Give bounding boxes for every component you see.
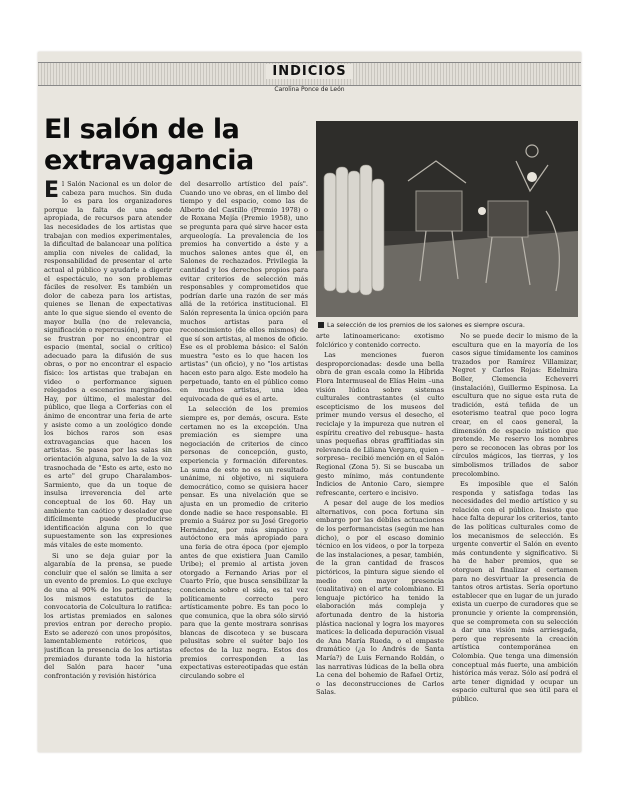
article-column-4	[452, 332, 578, 746]
article-photo	[316, 121, 578, 317]
paragraph: arte latinoamericano: exotismo folclórico y contenido correcto.	[316, 332, 444, 349]
photo-caption: La selección de los premios de los salones es siempre oscura.	[318, 321, 578, 329]
paragraph: del desarrollo artístico del país". Cuando uno ve obras, en el limbo del tiempo y del espacio, como las de Alberto del Castillo (Premio 1978) o de Roxana Mejía (Premio 1958), uno se pregunta para qué sirve hacer esta arqueología. La prevalencia de los premios ha convertido a éste y a muchos salones antes que él, en Salones de rechazados. Privilegia la cantidad y los derechos propios para evitar criterios de selección más responsables y comprometidos que podrían darle una razón de ser más allá de la retórica institucional. El Salón representa la única opción para muchos artistas para el reconocimiento (de ellos mismos) de que sí son artistas, al menos de oficio. Ese es el problema básico: el Salón muestra "esto es lo que hacen los artistas" (un oficio), y no "los artistas hacen esto para algo. Este modelo ha perpetuado, tanto en el público como en muchos artistas, una idea equivocada de qué es el arte.	[180, 180, 308, 403]
article-column-2	[180, 180, 308, 746]
paragraph: El Salón Nacional es un dolor de cabeza para muchos. Sin duda lo es para los organizadores porque la falta de una sede apropiada, de recursos para atender las necesidades de los artistas que trabajan con medios experimentales, la dificultad de balancear una política amplia con niveles de calidad, la responsabilidad de presentar el arte actual al público y ayudarle a digerir el espectáculo, no son problemas fáciles de resolver. Es también un dolor de cabeza para los artistas, quienes se llenan de expectativas ante lo que sigue siendo el evento de mayor bulla (no de relevancia, significación o repercusión), pero que se frustran por no encontrar el espacio (mental, social o crítico) adecuado para la difusión de sus obras, o por no encontrar el espacio físico: los artistas que trabajan en video o performance siguen relegados a escenarios marginados. Hay, por último, el malestar del público, que llega a Corferias con el ánimo de encontrar una feria de arte y asiste como a un zoológico donde los bichos raros son esas extravagancias que hacen los artistas. Se pasea por las salas sin orientación alguna, salvo la de la voz trasnochada de "Esto es arte, esto no es arte" del grupo Charalambos-Sarmiento, que da un toque de insulsa irreverencia del arte conceptual de los 60. Hay un ambiente tan caótico y desolador que difícilmente puede producirse identificación alguna con lo que supuestamente son las expresiones más vitales de este momento.	[44, 180, 172, 549]
article-column-1	[44, 180, 172, 746]
exhibition-photo-illustration	[316, 121, 578, 317]
newspaper-clipping	[38, 52, 581, 752]
paragraph: Si uno se deja guiar por la algarabía de la prensa, se puede concluir que el salón se limita a ser un evento de premios. Lo que excluye de una al 90% de los participantes; los mismos estatutos de la convocatoria de Colcultura lo ratifica: los artistas premiados en salones previos entran por derecho propio. Esto se aderezó con unos propósitos, lamentablemente retóricos, que justifican la presencia de los artistas premiados durante toda la historia del Salón para hacer "una confrontación y revisión histórica	[44, 551, 172, 680]
paragraph: A pesar del auge de los medios alternativos, con poca fortuna sin embargo por las débiles actuaciones de los performancistas (según me han dicho), o por el escaso dominio técnico en los videos, o por la torpeza de las instalaciones, a pesar, también, de la gran cantidad de frascos pictóricos, la pintura sigue siendo el medio con mayor presencia (cualitativa) en el arte colombiano. El lenguaje pictórico ha tenido la elaboración más compleja y afortunada dentro de la historia plástica nacional y logra los mayores matices: la delicada depuración visual de Ana María Rueda, o el empaste dramático (¿a lo Andrés de Santa María?) de Luis Fernando Roldán, o las narrativas lúdicas de la bella obra La cena del bohemio de Rafael Ortiz, o las deconstrucciones de Carlos Salas.	[316, 499, 444, 697]
byline: Carolina Ponce de León	[274, 86, 345, 93]
caption-square-icon	[318, 322, 324, 328]
paragraph: La selección de los premios siempre es, por demás, oscura. Este certamen no es la excepción. Una premiación es siempre una negociación de criterios de cinco personas de concepción, gusto, experiencia y formación diferentes. La suma de esto no es un resultado unánime, ni objetivo, ni siquiera democrático, como se quisiera hacer pensar. Es una nivelación que se ajusta en un promedio de criterio donde nadie se hace responsable. El premio a Suárez por su José Gregorio Hernández, por más simpático y autóctono era más apropiado para una feria de otra época (por ejemplo antes de que existiera Juan Camilo Uribe); el premio al artista joven otorgado a Fernando Arias por el Cuarto Frío, que busca sensibilizar la conciencia sobre el sida, es tal vez políticamente correcto pero artísticamente pobre. Es tan poco lo que comunica, que la obra sólo sirvió para que la gente mostrara sonrisas blancas de discoteca y se buscara pelusitas sobre el suéter bajo los efectos de la luz negra. Estos dos premios corresponden a las expectativas estereotipadas que están circulando sobre el	[180, 405, 308, 680]
paragraph: Las menciones fueron desproporcionadas: desde una bella obra de gran escala como la Híbrida Flora Intermuseal de Elías Heim –una visión lúdica sobre sistemas culturales contrastantes (el culto escepticismo de los museos del primer mundo versus el desecho, el reciclaje y la impureza que nutren el espíritu creativo del rebusque– hasta unas pequeñas obras graffitiadas sin relevancia de Liliana Vergara, quien –sorpresa– recibió mención en el Salón Regional (Zona 5). Si se buscaba un gesto mínimo, más contundente Indicios de Antonio Caro, siempre refrescante, certero e incisivo.	[316, 351, 444, 497]
headline: El salón de la extravagancia	[44, 114, 254, 176]
article-column-3	[316, 332, 444, 746]
paragraph: No se puede decir lo mismo de la escultura que en la mayoría de los casos sigue tímidamente los caminos trazados por Ramírez Villamizar, Negret y Carlos Rojas: Edelmira Boller, Clemencia Echeverri (instalación), Guillermo Espinosa. La escultura que no sigue esta ruta de tradición, está teñida de un esoterismo teatral que poco logra crear, en el caos general, la dimensión de espacio místico que pretende. Me reservo los nombres pero se reconocen las obras por los círculos mágicos, las tierras, y los simbolismos trillados de sabor precolombino.	[452, 332, 578, 478]
section-label: INDICIOS	[38, 64, 581, 79]
paragraph: Es imposible que el Salón responda y satisfaga todas las necesidades del medio artístico y su relación con el público. Insisto que hace falta depurar los criterios, tanto de las políticas culturales como de los mecanismos de selección. Es urgente convertir el Salón en evento más contundente y significativo. Si ha de haber premios, que se otorguen al finalizar el certamen para no desvirtuar la presencia de tantos otros artistas. Sería oportuno establecer que en lugar de un jurado exista un cuerpo de curadores que se pronuncie y oriente la comprensión, que se comprometa con su selección a dar una visión más arriesgada, pero que represente la creación artística contemporánea en Colombia. Que tenga una dimensión conceptual más fuerte, una ambición histórica más veraz. Sólo así podrá el arte tener dignidad y ocupar un espacio cultural que sea útil para el público.	[452, 480, 578, 703]
drop-cap: E	[44, 180, 60, 203]
